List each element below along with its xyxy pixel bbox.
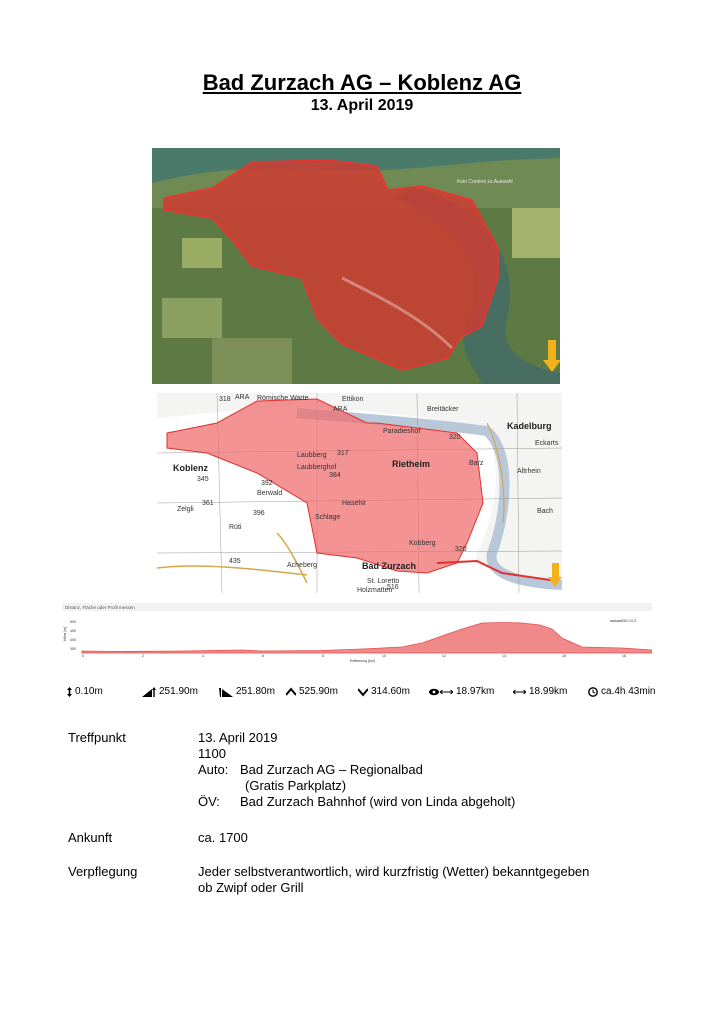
ascent-icon: [142, 687, 156, 697]
route-stats: [62, 686, 662, 702]
svg-text:Acheberg: Acheberg: [287, 562, 317, 569]
profile-x-tick: 12: [442, 654, 446, 658]
descent-icon: [219, 687, 233, 697]
svg-text:Rietheim: Rietheim: [392, 459, 431, 469]
svg-text:Eckarts: Eckarts: [535, 440, 559, 447]
verpflegung-line-1: Jeder selbstverantwortlich, wird kurzfristig (Wetter) bekanntgegeben: [198, 864, 590, 879]
treffpunkt-time: 1100: [198, 746, 226, 761]
svg-text:Römische Warte: Römische Warte: [257, 395, 309, 402]
svg-text:396: 396: [253, 510, 265, 517]
profile-x-tick: 2: [142, 654, 144, 658]
svg-text:Rüti: Rüti: [229, 524, 242, 531]
profile-x-tick: 8: [322, 654, 324, 658]
svg-text:Barz: Barz: [469, 460, 484, 467]
svg-text:Kobberg: Kobberg: [409, 540, 436, 547]
profile-x-tick: 10: [382, 654, 386, 658]
clock-icon: [588, 687, 598, 697]
svg-text:Koblenz: Koblenz: [173, 463, 208, 473]
profile-x-tick: 14: [502, 654, 506, 658]
auto-row: [198, 762, 515, 778]
svg-text:320: 320: [449, 434, 461, 441]
topo-map: [157, 393, 562, 593]
profile-x-tick: 4: [202, 654, 204, 658]
svg-text:392: 392: [261, 480, 273, 487]
page-title: Bad Zurzach AG – Koblenz AG: [202, 70, 522, 95]
oev-label: ÖV:: [198, 794, 220, 809]
ankunft-value: ca. 1700: [198, 830, 248, 845]
eye-distance-icon: [429, 687, 453, 697]
svg-text:Laubberg: Laubberg: [297, 452, 327, 459]
svg-text:435: 435: [229, 558, 241, 565]
profile-x-tick: 0: [82, 654, 84, 658]
treffpunkt-details: [198, 730, 515, 810]
oev-value: Bad Zurzach Bahnhof (wird von Linda abgeholt): [240, 794, 516, 809]
profile-x-label: Entfernung [km]: [350, 659, 375, 663]
distance-icon: [513, 687, 526, 697]
profile-y-tick: 400: [70, 638, 76, 642]
stat-highest-point: 525.90m: [286, 686, 338, 697]
auto-value: Bad Zurzach AG – Regionalbad: [240, 762, 423, 777]
treffpunkt-label: Treffpunkt: [68, 730, 126, 745]
satellite-label: Kein Content zu Auswahl: [457, 179, 513, 185]
svg-text:Bad Zurzach: Bad Zurzach: [362, 561, 417, 571]
valley-icon: [358, 687, 368, 697]
svg-text:Zelgli: Zelgli: [177, 506, 194, 513]
profile-x-tick: 16: [562, 654, 566, 658]
profile-x-tick: 18: [622, 654, 626, 658]
svg-text:516: 516: [387, 584, 399, 591]
svg-text:318: 318: [219, 396, 231, 403]
verpflegung-details: [198, 864, 589, 896]
stat-duration: ca.4h 43min: [588, 686, 655, 697]
svg-text:384: 384: [329, 472, 341, 479]
svg-text:Kadelburg: Kadelburg: [507, 421, 552, 431]
stat-lowest-point: 314.60m: [358, 686, 410, 697]
svg-text:317: 317: [337, 450, 349, 457]
treffpunkt-date: 13. April 2019: [198, 730, 278, 745]
stat-direct-distance: 18.97km: [429, 686, 494, 697]
page-date: 13. April 2019: [310, 97, 414, 114]
profile-header: Distanz, Fläche oder Profil messen: [65, 605, 135, 610]
verpflegung-label: Verpflegung: [68, 864, 138, 879]
profile-y-tick: 450: [70, 629, 76, 633]
profile-y-label: Höhe [m]: [63, 626, 67, 641]
svg-text:St. Loretto: St. Loretto: [367, 578, 400, 585]
auto-note: (Gratis Parkplatz): [245, 778, 347, 793]
ankunft-label: Ankunft: [68, 830, 113, 845]
svg-text:Schlage: Schlage: [315, 514, 341, 521]
svg-text:Holzmatten: Holzmatten: [357, 587, 393, 593]
svg-text:Berwald: Berwald: [257, 490, 283, 497]
verpflegung-line-2: ob Zwipf oder Grill: [198, 880, 304, 895]
stat-ascent: 251.90m: [142, 686, 198, 697]
stat-total-distance: 18.99km: [513, 686, 567, 697]
svg-text:Hasehir: Hasehir: [342, 500, 367, 507]
up-down-arrow-icon: [67, 687, 72, 697]
svg-text:Ettikon: Ettikon: [342, 396, 364, 403]
profile-x-tick: 6: [262, 654, 264, 658]
stat-elevation-diff: 0.10m: [67, 686, 103, 697]
profile-corner-text: swissalti3D 0.0.0: [610, 619, 637, 623]
svg-text:320: 320: [455, 546, 467, 553]
profile-y-tick: 350: [70, 647, 76, 651]
svg-text:Altrhein: Altrhein: [517, 468, 541, 475]
elevation-profile: [62, 603, 652, 665]
profile-y-tick: 500: [70, 620, 76, 624]
oev-row: [198, 794, 515, 810]
svg-text:ARA: ARA: [333, 406, 348, 413]
satellite-map: [152, 148, 560, 384]
stat-descent: 251.80m: [219, 686, 275, 697]
peak-icon: [286, 687, 296, 697]
svg-text:Breitäcker: Breitäcker: [427, 406, 459, 413]
auto-label: Auto:: [198, 762, 229, 777]
svg-text:Bach: Bach: [537, 508, 553, 515]
svg-text:361: 361: [202, 500, 214, 507]
svg-text:Laubberghof: Laubberghof: [297, 464, 337, 471]
svg-text:345: 345: [197, 476, 209, 483]
svg-text:Paradieshof: Paradieshof: [383, 428, 421, 435]
svg-text:ARA: ARA: [235, 394, 250, 401]
